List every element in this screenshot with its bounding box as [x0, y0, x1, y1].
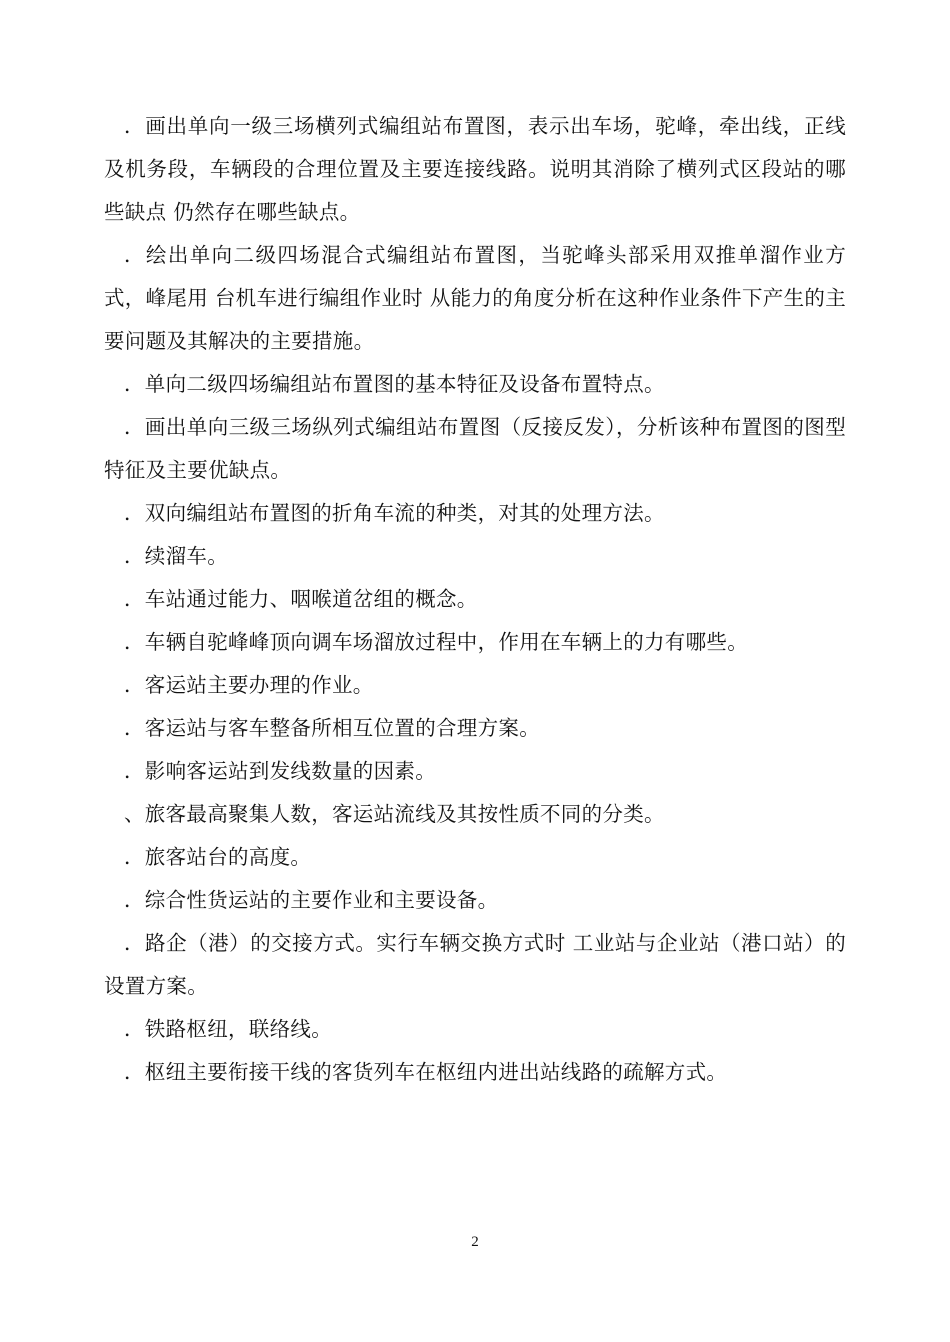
question-10: ．客运站与客车整备所相互位置的合理方案。 — [124, 716, 540, 740]
page-number: 2 — [471, 1234, 479, 1250]
question-7: ．车站通过能力、咽喉道岔组的概念。 — [124, 587, 478, 611]
document-body — [104, 105, 846, 1094]
question-1: ．画出单向一级三场横列式编组站布置图，表示出车场，驼峰，牵出线，正线及机务段，车辆段的合理位置及主要连接线路。说明其消除了横列式区段站的哪些缺点 仍然存在哪些缺点。 — [104, 114, 846, 224]
question-11: ．影响客运站到发线数量的因素。 — [124, 759, 436, 783]
question-16: ．铁路枢纽，联络线。 — [124, 1017, 332, 1041]
question-12: 、旅客最高聚集人数，客运站流线及其按性质不同的分类。 — [124, 802, 665, 826]
question-15: ．路企（港）的交接方式。实行车辆交换方式时 工业站与企业站（港口站）的设置方案。 — [104, 931, 846, 998]
question-3: ．单向二级四场编组站布置图的基本特征及设备布置特点。 — [124, 372, 665, 396]
question-14: ．综合性货运站的主要作业和主要设备。 — [124, 888, 499, 912]
question-4: ．画出单向三级三场纵列式编组站布置图（反接反发），分析该种布置图的图型特征及主要优缺点。 — [104, 415, 846, 482]
question-17: ．枢纽主要衔接干线的客货列车在枢纽内进出站线路的疏解方式。 — [124, 1060, 728, 1084]
question-9: ．客运站主要办理的作业。 — [124, 673, 374, 697]
question-13: ．旅客站台的高度。 — [124, 845, 312, 869]
question-8: ．车辆自驼峰峰顶向调车场溜放过程中，作用在车辆上的力有哪些。 — [124, 630, 748, 654]
question-5: ．双向编组站布置图的折角车流的种类，对其的处理方法。 — [124, 501, 665, 525]
question-2: ．绘出单向二级四场混合式编组站布置图，当驼峰头部采用双推单溜作业方式，峰尾用 台机车进行编组作业时 从能力的角度分析在这种作业条件下产生的主要问题及其解决的主要措施。 — [104, 243, 846, 353]
question-6: ．续溜车。 — [124, 544, 228, 568]
